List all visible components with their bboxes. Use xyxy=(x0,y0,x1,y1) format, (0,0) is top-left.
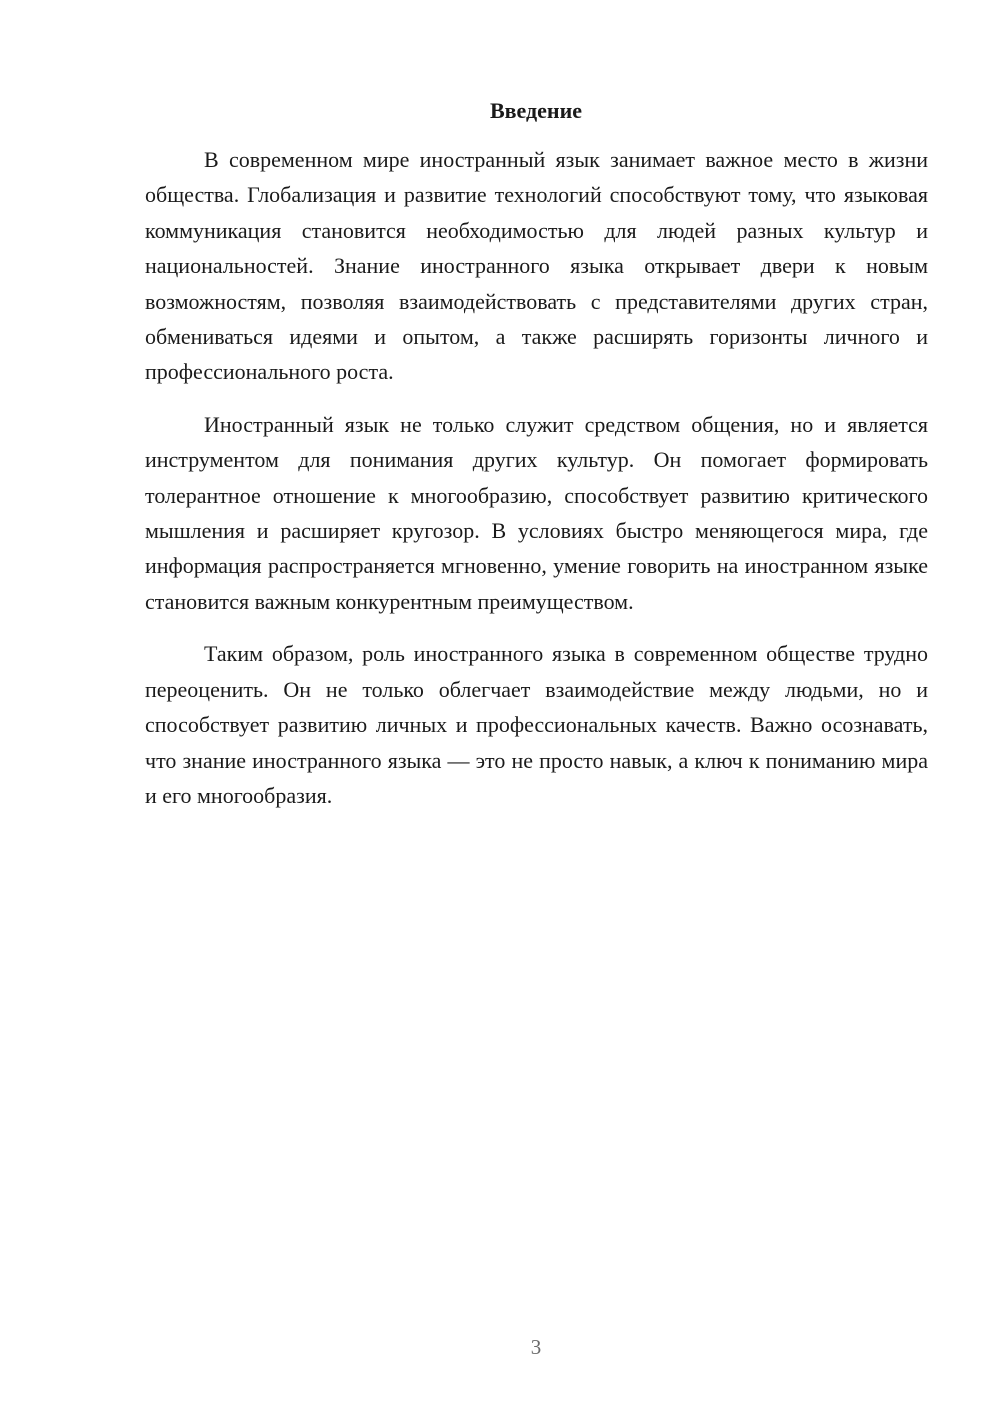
paragraph-2: Иностранный язык не только служит средством общения, но и является инструментом для понимания других культур. Он помогает формировать толерантное отношение к многообразию, способствует развитию критического мышления и расширяет кругозор. В условиях быстро меняющегося мира, где информация распространяется мгновенно, умение говорить на иностранном языке становится важным конкурентным преимуществом. xyxy=(145,411,928,614)
paragraph-3: Таким образом, роль иностранного языка в современном обществе трудно переоценить. Он не только облегчает взаимодействие между людьми, но и способствует развитию личных и профессиональных качеств. Важно осознавать, что знание иностранного языка — это не просто навык, а ключ к пониманию мира и его многообразия. xyxy=(145,641,928,808)
page-number: 3 xyxy=(530,1335,542,1359)
section-heading: Введение xyxy=(489,98,583,123)
paragraph-1: В современном мире иностранный язык занимает важное место в жизни общества. Глобализация и развитие технологий способствуют тому, что языковая коммуникация становится необходимостью для людей разных культур и национальностей. Знание иностранного языка открывает двери к новым возможностям, позволяя взаимодействовать с представителями других стран, обмениваться идеями и опытом, а также расширять горизонты личного и профессионального роста. xyxy=(145,147,928,385)
body-text xyxy=(145,142,928,830)
